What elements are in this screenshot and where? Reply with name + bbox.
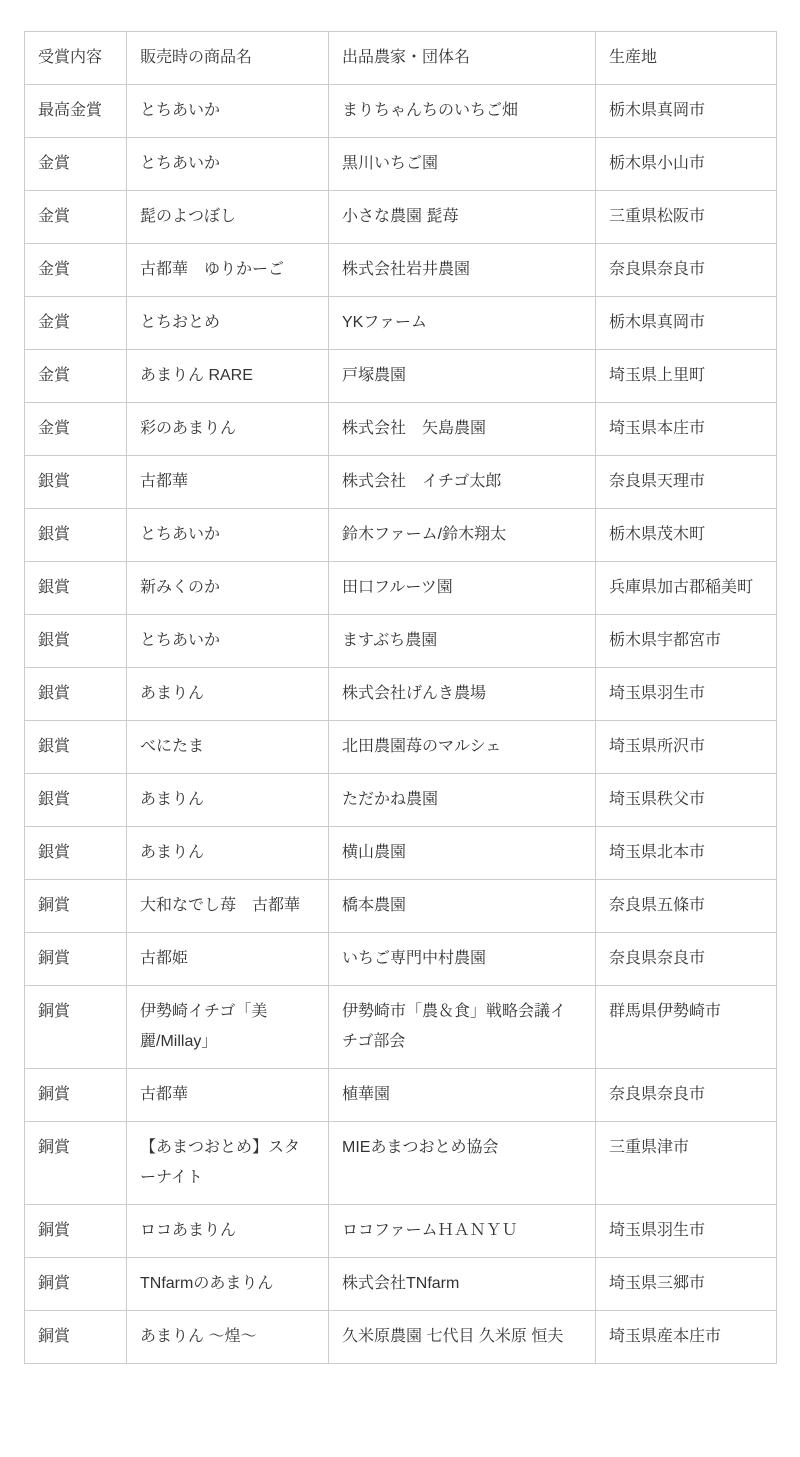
table-row bbox=[25, 297, 777, 350]
cell-product-name: 彩のあまりん bbox=[127, 403, 329, 456]
cell-product-name: あまりん bbox=[127, 668, 329, 721]
header-cell-production-area: 生産地 bbox=[596, 32, 777, 85]
cell-award: 銅賞 bbox=[25, 1069, 127, 1122]
cell-product-name: とちあいか bbox=[127, 138, 329, 191]
cell-award: 銀賞 bbox=[25, 456, 127, 509]
cell-product-name: あまりん ～煌～ bbox=[127, 1311, 329, 1364]
cell-farm-name: ただかね農園 bbox=[329, 774, 596, 827]
cell-farm-name: 久米原農園 七代目 久米原 恒夫 bbox=[329, 1311, 596, 1364]
table-row bbox=[25, 615, 777, 668]
cell-product-name: あまりん RARE bbox=[127, 350, 329, 403]
cell-production-area: 奈良県奈良市 bbox=[596, 933, 777, 986]
table-row bbox=[25, 1258, 777, 1311]
table-row bbox=[25, 562, 777, 615]
cell-production-area: 群馬県伊勢崎市 bbox=[596, 986, 777, 1069]
cell-product-name: 古都華 bbox=[127, 1069, 329, 1122]
table-row bbox=[25, 774, 777, 827]
cell-production-area: 埼玉県羽生市 bbox=[596, 668, 777, 721]
cell-award: 銀賞 bbox=[25, 562, 127, 615]
cell-award: 銅賞 bbox=[25, 1311, 127, 1364]
cell-product-name: 【あまつおとめ】スターナイト bbox=[127, 1122, 329, 1205]
table-row bbox=[25, 138, 777, 191]
header-cell-farm-name: 出品農家・団体名 bbox=[329, 32, 596, 85]
cell-farm-name: 植華園 bbox=[329, 1069, 596, 1122]
cell-product-name: あまりん bbox=[127, 827, 329, 880]
table-row bbox=[25, 668, 777, 721]
cell-award: 金賞 bbox=[25, 297, 127, 350]
table-row bbox=[25, 191, 777, 244]
cell-product-name: とちあいか bbox=[127, 509, 329, 562]
cell-award: 銅賞 bbox=[25, 1258, 127, 1311]
cell-production-area: 栃木県真岡市 bbox=[596, 85, 777, 138]
cell-production-area: 埼玉県上里町 bbox=[596, 350, 777, 403]
table-row bbox=[25, 456, 777, 509]
cell-farm-name: 株式会社 矢島農園 bbox=[329, 403, 596, 456]
table-row bbox=[25, 1311, 777, 1364]
cell-product-name: 髭のよつぼし bbox=[127, 191, 329, 244]
cell-farm-name: MIEあまつおとめ協会 bbox=[329, 1122, 596, 1205]
cell-award: 銀賞 bbox=[25, 774, 127, 827]
cell-production-area: 埼玉県産本庄市 bbox=[596, 1311, 777, 1364]
cell-production-area: 三重県津市 bbox=[596, 1122, 777, 1205]
cell-production-area: 三重県松阪市 bbox=[596, 191, 777, 244]
cell-product-name: ロコあまりん bbox=[127, 1205, 329, 1258]
cell-product-name: 新みくのか bbox=[127, 562, 329, 615]
cell-award: 銅賞 bbox=[25, 933, 127, 986]
table-row bbox=[25, 1122, 777, 1205]
table-row bbox=[25, 721, 777, 774]
cell-product-name: 古都姫 bbox=[127, 933, 329, 986]
cell-farm-name: 橋本農園 bbox=[329, 880, 596, 933]
table-row bbox=[25, 1205, 777, 1258]
table-row bbox=[25, 933, 777, 986]
cell-farm-name: 株式会社岩井農園 bbox=[329, 244, 596, 297]
cell-farm-name: 小さな農園 髭苺 bbox=[329, 191, 596, 244]
cell-award: 銀賞 bbox=[25, 827, 127, 880]
cell-award: 最高金賞 bbox=[25, 85, 127, 138]
table-row bbox=[25, 827, 777, 880]
table-row bbox=[25, 880, 777, 933]
cell-product-name: とちあいか bbox=[127, 615, 329, 668]
cell-production-area: 埼玉県秩父市 bbox=[596, 774, 777, 827]
cell-product-name: とちあいか bbox=[127, 85, 329, 138]
cell-product-name: 古都華 bbox=[127, 456, 329, 509]
cell-product-name: あまりん bbox=[127, 774, 329, 827]
cell-product-name: べにたま bbox=[127, 721, 329, 774]
cell-farm-name: 北田農園苺のマルシェ bbox=[329, 721, 596, 774]
cell-award: 銀賞 bbox=[25, 668, 127, 721]
table-row bbox=[25, 403, 777, 456]
cell-production-area: 兵庫県加古郡稲美町 bbox=[596, 562, 777, 615]
cell-farm-name: 戸塚農園 bbox=[329, 350, 596, 403]
cell-award: 金賞 bbox=[25, 350, 127, 403]
cell-award: 銅賞 bbox=[25, 880, 127, 933]
cell-production-area: 埼玉県北本市 bbox=[596, 827, 777, 880]
cell-product-name: 伊勢崎イチゴ「美麗/Millay」 bbox=[127, 986, 329, 1069]
cell-production-area: 栃木県宇都宮市 bbox=[596, 615, 777, 668]
cell-production-area: 埼玉県所沢市 bbox=[596, 721, 777, 774]
cell-award: 銅賞 bbox=[25, 986, 127, 1069]
cell-production-area: 栃木県真岡市 bbox=[596, 297, 777, 350]
cell-production-area: 栃木県茂木町 bbox=[596, 509, 777, 562]
cell-farm-name: いちご専門中村農園 bbox=[329, 933, 596, 986]
header-cell-award: 受賞内容 bbox=[25, 32, 127, 85]
table-row bbox=[25, 509, 777, 562]
cell-production-area: 埼玉県三郷市 bbox=[596, 1258, 777, 1311]
cell-award: 金賞 bbox=[25, 191, 127, 244]
table-body bbox=[25, 85, 777, 1364]
table-row bbox=[25, 350, 777, 403]
cell-farm-name: 株式会社TNfarm bbox=[329, 1258, 596, 1311]
cell-product-name: とちおとめ bbox=[127, 297, 329, 350]
cell-farm-name: 黒川いちご園 bbox=[329, 138, 596, 191]
cell-farm-name: 株式会社 イチゴ太郎 bbox=[329, 456, 596, 509]
cell-production-area: 栃木県小山市 bbox=[596, 138, 777, 191]
cell-product-name: 大和なでし苺 古都華 bbox=[127, 880, 329, 933]
cell-award: 銀賞 bbox=[25, 721, 127, 774]
cell-award: 銅賞 bbox=[25, 1205, 127, 1258]
header-cell-product-name: 販売時の商品名 bbox=[127, 32, 329, 85]
cell-farm-name: 鈴木ファーム/鈴木翔太 bbox=[329, 509, 596, 562]
table-row bbox=[25, 986, 777, 1069]
cell-farm-name: YKファーム bbox=[329, 297, 596, 350]
cell-farm-name: ますぶち農園 bbox=[329, 615, 596, 668]
cell-production-area: 埼玉県本庄市 bbox=[596, 403, 777, 456]
cell-farm-name: 田口フルーツ園 bbox=[329, 562, 596, 615]
cell-award: 金賞 bbox=[25, 138, 127, 191]
table-row bbox=[25, 244, 777, 297]
cell-farm-name: ロコファームＨＡＮＹＵ bbox=[329, 1205, 596, 1258]
cell-award: 銀賞 bbox=[25, 509, 127, 562]
cell-farm-name: 横山農園 bbox=[329, 827, 596, 880]
cell-product-name: 古都華 ゆりかーご bbox=[127, 244, 329, 297]
cell-award: 銅賞 bbox=[25, 1122, 127, 1205]
cell-product-name: TNfarmのあまりん bbox=[127, 1258, 329, 1311]
cell-award: 銀賞 bbox=[25, 615, 127, 668]
table-row bbox=[25, 1069, 777, 1122]
cell-farm-name: 伊勢崎市「農＆食」戦略会議イチゴ部会 bbox=[329, 986, 596, 1069]
table-row bbox=[25, 85, 777, 138]
header-row bbox=[25, 32, 777, 85]
cell-award: 金賞 bbox=[25, 244, 127, 297]
award-results-table bbox=[24, 31, 777, 1364]
cell-farm-name: 株式会社げんき農場 bbox=[329, 668, 596, 721]
cell-production-area: 埼玉県羽生市 bbox=[596, 1205, 777, 1258]
cell-production-area: 奈良県奈良市 bbox=[596, 1069, 777, 1122]
cell-farm-name: まりちゃんちのいちご畑 bbox=[329, 85, 596, 138]
cell-production-area: 奈良県五條市 bbox=[596, 880, 777, 933]
cell-award: 金賞 bbox=[25, 403, 127, 456]
cell-production-area: 奈良県天理市 bbox=[596, 456, 777, 509]
table-header bbox=[25, 32, 777, 85]
cell-production-area: 奈良県奈良市 bbox=[596, 244, 777, 297]
